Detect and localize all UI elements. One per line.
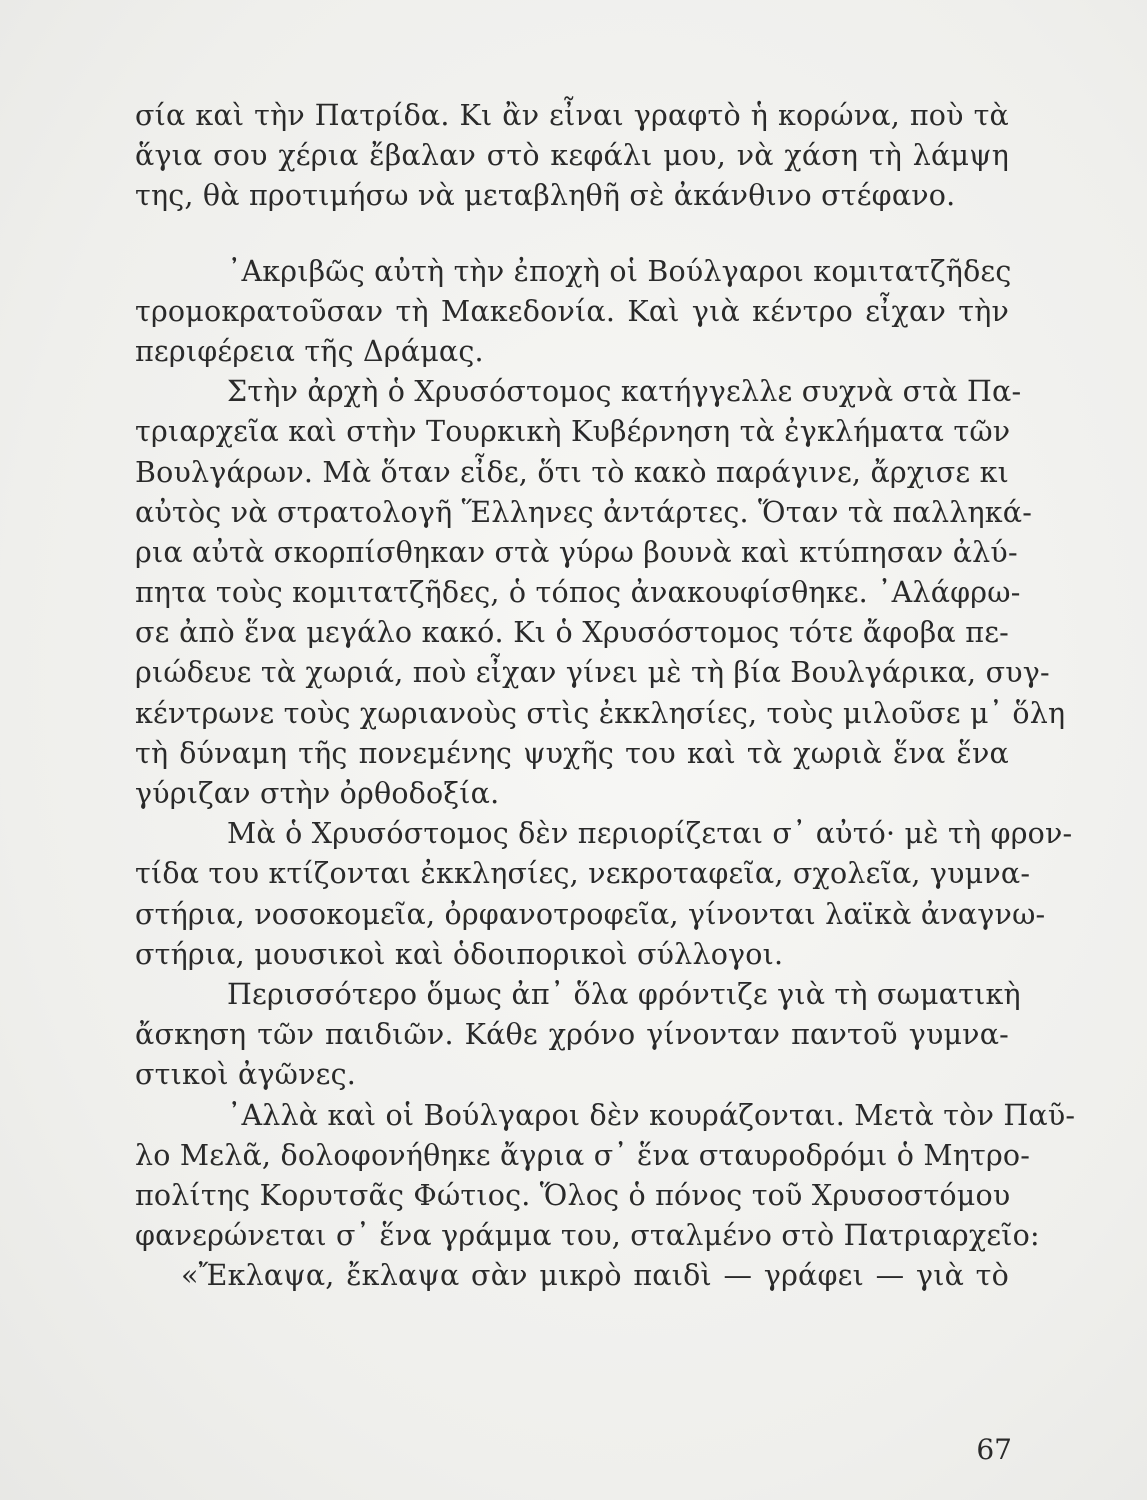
paragraph-spacer — [135, 217, 1009, 252]
text-line: τίδα του κτίζονται ἐκκλησίες, νεκροταφεῖα, σχολεῖα, γυμνα- — [135, 857, 1031, 891]
text-line: Περισσότερο ὅμως ἀπ᾿ ὅλα φρόντιζε γιὰ τὴ σωματικὴ — [227, 977, 1021, 1011]
text-line: πητα τοὺς κομιτατζῆδες, ὁ τόπος ἀνακουφίσθηκε. ᾿Αλάφρω- — [135, 576, 1021, 610]
text-line: ἅγια σου χέρια ἔβαλαν στὸ κεφάλι μου, νὰ χάση τὴ λάμψη — [135, 139, 1009, 173]
text-line: περιφέρεια τῆς Δράμας. — [135, 334, 484, 368]
text-line: Βουλγάρων. Μὰ ὅταν εἶδε, ὅτι τὸ κακὸ παράγινε, ἄρχισε κι — [135, 455, 1009, 489]
page-number: 67 — [976, 1433, 1012, 1466]
text-line: τρομοκρατοῦσαν τὴ Μακεδονία. Καὶ γιὰ κέντρο εἶχαν τὴν — [135, 294, 1009, 328]
text-line: τριαρχεῖα καὶ στὴν Τουρκικὴ Κυβέρνηση τὰ ἐγκλήματα τῶν — [135, 415, 1011, 449]
text-line: πολίτης Κορυτσᾶς Φώτιος. Ὅλος ὁ πόνος τοῦ Χρυσοστόμου — [135, 1178, 1011, 1212]
text-line: γύριζαν στὴν ὀρθοδοξία. — [135, 777, 500, 810]
text-line: ᾿Αλλὰ καὶ οἱ Βούλγαροι δὲν κουράζονται. Μετὰ τὸν Παῦ- — [227, 1098, 1076, 1132]
paragraph — [135, 814, 1073, 975]
text-line: στήρια, μουσικοὶ καὶ ὁδοιπορικοὶ σύλλογοι. — [135, 937, 784, 971]
text-line: «Ἔκλαψα, ἔκλαψα σὰν μικρὸ παιδὶ — γράφει — γιὰ τὸ — [181, 1259, 1009, 1293]
paragraph — [135, 1096, 1076, 1257]
paragraph — [135, 96, 1009, 217]
text-line: ρια αὐτὰ σκορπίσθηκαν στὰ γύρω βουνὰ καὶ κτύπησαν ἀλύ- — [135, 535, 1018, 569]
text-line: τὴ δύναμη τῆς πονεμένης ψυχῆς του καὶ τὰ χωριὰ ἕνα ἕνα — [135, 736, 1009, 770]
text-line: ᾿Ακριβῶς αὐτὴ τὴν ἐποχὴ οἱ Βούλγαροι κομιτατζῆδες — [227, 254, 1012, 288]
text-line: στικοὶ ἀγῶνες. — [135, 1058, 357, 1092]
paragraph — [135, 252, 1012, 373]
text-line: φανερώνεται σ᾿ ἕνα γράμμα του, σταλμένο στὸ Πατριαρχεῖο: — [135, 1219, 1040, 1253]
text-line: κέντρωνε τοὺς χωριανοὺς στὶς ἐκκλησίες, τοὺς μιλοῦσε μ᾿ ὅλη — [135, 696, 1066, 730]
text-line: λο Μελᾶ, δολοφονήθηκε ἄγρια σ᾿ ἕνα σταυροδρόμι ὁ Μητρο- — [135, 1138, 1031, 1172]
paragraph — [135, 975, 1021, 1096]
text-line: ριώδευε τὰ χωριά, ποὺ εἶχαν γίνει μὲ τὴ βία Βουλγάρικα, συγ- — [135, 656, 1050, 690]
text-line: Μὰ ὁ Χρυσόστομος δὲν περιορίζεται σ᾿ αὐτό· μὲ τὴ φρον- — [227, 817, 1073, 851]
text-line: στήρια, νοσοκομεῖα, ὀρφανοτροφεῖα, γίνονται λαϊκὰ ἀναγνω- — [135, 897, 1046, 931]
text-line: Στὴν ἀρχὴ ὁ Χρυσόστομος κατήγγελλε συχνὰ στὰ Πα- — [227, 375, 1022, 409]
text-line: της, θὰ προτιμήσω νὰ μεταβληθῆ σὲ ἀκάνθινο στέφανο. — [135, 179, 956, 213]
paragraph — [135, 1256, 1009, 1296]
paragraph — [135, 372, 1066, 814]
text-line: αὐτὸς νὰ στρατολογῆ Ἕλληνες ἀντάρτες. Ὅταν τὰ παλληκά- — [135, 495, 1033, 529]
text-line: σία καὶ τὴν Πατρίδα. Κι ἂν εἶναι γραφτὸ ἡ κορώνα, ποὺ τὰ — [135, 99, 1009, 132]
body-text — [135, 96, 1076, 1296]
text-line: σε ἀπὸ ἕνα μεγάλο κακό. Κι ὁ Χρυσόστομος τότε ἄφοβα πε- — [135, 616, 1009, 650]
text-line: ἄσκηση τῶν παιδιῶν. Κάθε χρόνο γίνονταν παντοῦ γυμνα- — [135, 1018, 1009, 1052]
